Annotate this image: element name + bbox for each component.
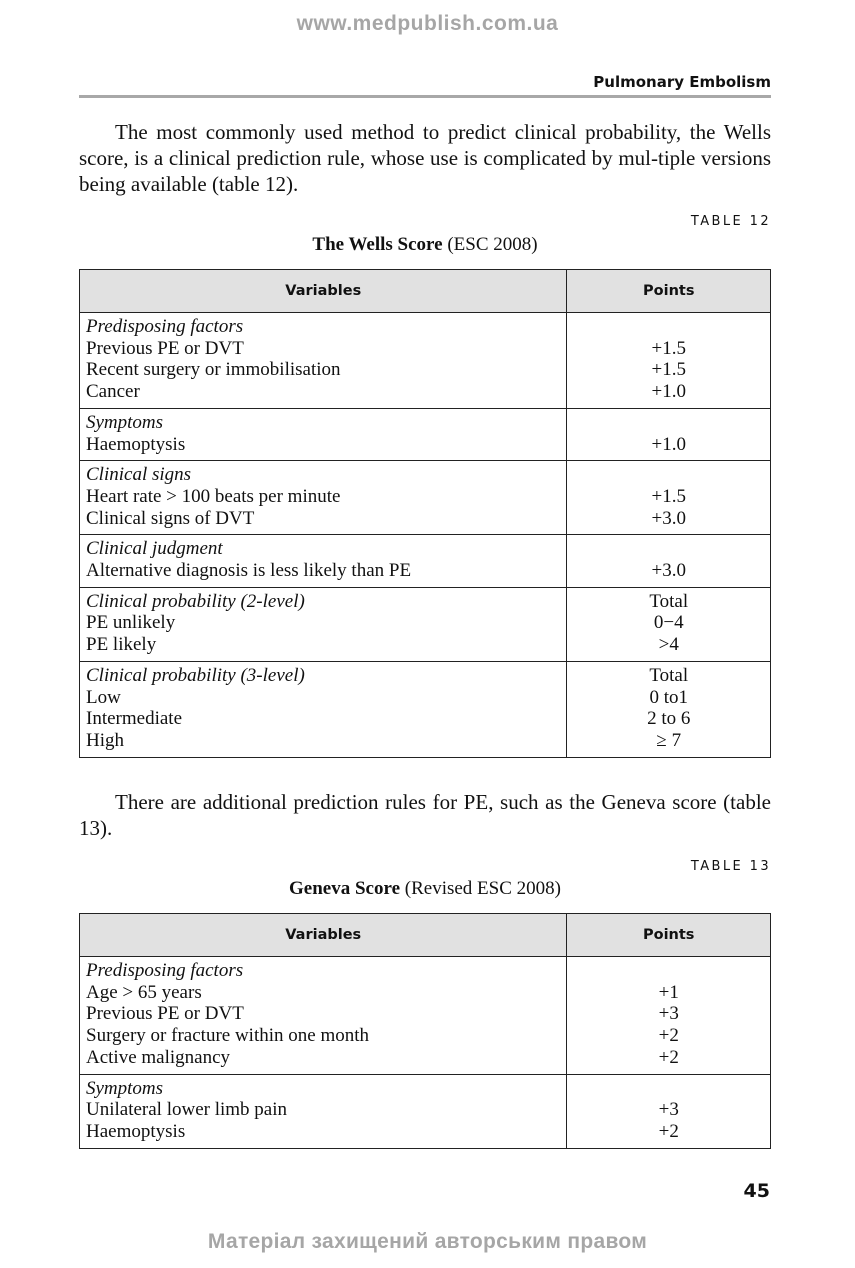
points-value: 0−4 xyxy=(653,612,684,634)
points-value: 2 to 6 xyxy=(647,708,691,730)
points-value: +3.0 xyxy=(651,507,686,529)
category-label: Symptoms xyxy=(86,411,164,433)
points-spacer xyxy=(573,960,764,982)
points-value: +2 xyxy=(658,1025,679,1047)
variable-item: Haemoptysis xyxy=(86,433,186,455)
header-variables: Variables xyxy=(80,270,567,313)
points-value: +1 xyxy=(658,981,679,1003)
variable-item: Clinical signs of DVT xyxy=(86,507,255,529)
header-variables: Variables xyxy=(80,914,567,957)
variable-item: PE unlikely xyxy=(86,612,176,634)
variable-item: Previous PE or DVT xyxy=(86,337,244,359)
category-label: Symptoms xyxy=(86,1077,164,1099)
variable-item: Intermediate xyxy=(86,708,183,730)
page-number: 45 xyxy=(743,1180,770,1202)
table-row xyxy=(80,587,771,661)
variable-item: High xyxy=(86,729,124,751)
variable-item: PE likely xyxy=(86,634,157,656)
variables-cell xyxy=(80,587,567,661)
variable-item: Age > 65 years xyxy=(86,981,202,1003)
points-value: 0 to1 xyxy=(649,686,688,708)
table-row xyxy=(80,408,771,460)
points-cell xyxy=(567,957,771,1075)
points-value: +1.5 xyxy=(651,359,686,381)
points-cell xyxy=(567,587,771,661)
table-13-label: TABLE 13 xyxy=(690,859,771,874)
paragraph-intro: The most commonly used method to predict clinical probability, the Wells score, is a clinical prediction rule, whose use is complicated by mul-tiple versions being available (table 12). xyxy=(79,120,771,196)
table-header-row xyxy=(80,270,771,313)
table-13-title-bold: Geneva Score xyxy=(289,878,401,899)
points-value: ≥ 7 xyxy=(656,729,682,751)
table-row xyxy=(80,957,771,1075)
points-cell xyxy=(567,535,771,587)
points-value: +3 xyxy=(658,1099,679,1121)
category-label: Clinical probability (2-level) xyxy=(86,590,305,612)
category-points: Total xyxy=(649,664,689,686)
table-12-label: TABLE 12 xyxy=(690,214,771,229)
points-spacer xyxy=(573,464,764,486)
variable-item: Haemoptysis xyxy=(86,1120,186,1142)
points-value: +1.0 xyxy=(651,381,686,403)
watermark-top: www.medpublish.com.ua xyxy=(296,12,559,35)
wells-score-table xyxy=(79,269,771,758)
watermark-bottom: Матеріал захищений авторським правом xyxy=(207,1230,648,1253)
table-header-row xyxy=(80,914,771,957)
table-12-title-rest: (ESC 2008) xyxy=(442,234,538,255)
table-row xyxy=(80,1074,771,1148)
points-spacer xyxy=(573,538,764,560)
points-value: +3 xyxy=(658,1003,679,1025)
points-value: +1.5 xyxy=(651,485,686,507)
variables-cell xyxy=(80,535,567,587)
variables-cell xyxy=(80,957,567,1075)
variables-cell xyxy=(80,461,567,535)
header-points: Points xyxy=(567,914,771,957)
points-value: >4 xyxy=(658,634,679,656)
table-row xyxy=(80,535,771,587)
table-12-title-bold: The Wells Score xyxy=(312,234,443,255)
points-spacer xyxy=(573,412,764,434)
category-label: Clinical judgment xyxy=(86,538,223,560)
table-13-title-rest: (Revised ESC 2008) xyxy=(400,878,561,899)
points-value: +3.0 xyxy=(651,560,686,582)
table-row xyxy=(80,313,771,409)
points-spacer xyxy=(573,1078,764,1100)
geneva-score-table xyxy=(79,913,771,1149)
points-cell xyxy=(567,1074,771,1148)
points-value: +2 xyxy=(658,1046,679,1068)
variable-item: Alternative diagnosis is less likely than PE xyxy=(86,560,412,582)
category-label: Predisposing factors xyxy=(86,316,244,337)
points-spacer xyxy=(573,316,764,338)
variables-cell xyxy=(80,408,567,460)
points-value: +1.0 xyxy=(651,433,686,455)
variable-item: Unilateral lower limb pain xyxy=(86,1099,288,1121)
variable-item: Surgery or fracture within one month xyxy=(86,1025,369,1047)
category-label: Predisposing factors xyxy=(86,960,244,981)
header-rule xyxy=(79,95,771,98)
running-head: Pulmonary Embolism xyxy=(593,73,771,91)
table-13-title xyxy=(79,878,771,900)
variables-cell xyxy=(80,1074,567,1148)
points-cell xyxy=(567,661,771,757)
variable-item: Previous PE or DVT xyxy=(86,1003,244,1025)
variable-item: Low xyxy=(86,686,121,708)
variables-cell xyxy=(80,661,567,757)
header-points: Points xyxy=(567,270,771,313)
variable-item: Recent surgery or immobilisation xyxy=(86,359,341,381)
points-cell xyxy=(567,408,771,460)
variables-cell xyxy=(80,313,567,409)
category-label: Clinical probability (3-level) xyxy=(86,664,305,686)
category-label: Clinical signs xyxy=(86,464,192,486)
category-points: Total xyxy=(649,590,689,612)
paragraph-geneva: There are additional prediction rules for PE, such as the Geneva score (table 13). xyxy=(79,790,771,840)
table-row xyxy=(80,461,771,535)
table-12-title xyxy=(79,234,771,256)
variable-item: Active malignancy xyxy=(86,1046,231,1068)
variable-item: Heart rate > 100 beats per minute xyxy=(86,485,341,507)
points-cell xyxy=(567,461,771,535)
variable-item: Cancer xyxy=(86,381,140,403)
points-value: +1.5 xyxy=(651,337,686,359)
table-row xyxy=(80,661,771,757)
points-cell xyxy=(567,313,771,409)
points-value: +2 xyxy=(658,1120,679,1142)
